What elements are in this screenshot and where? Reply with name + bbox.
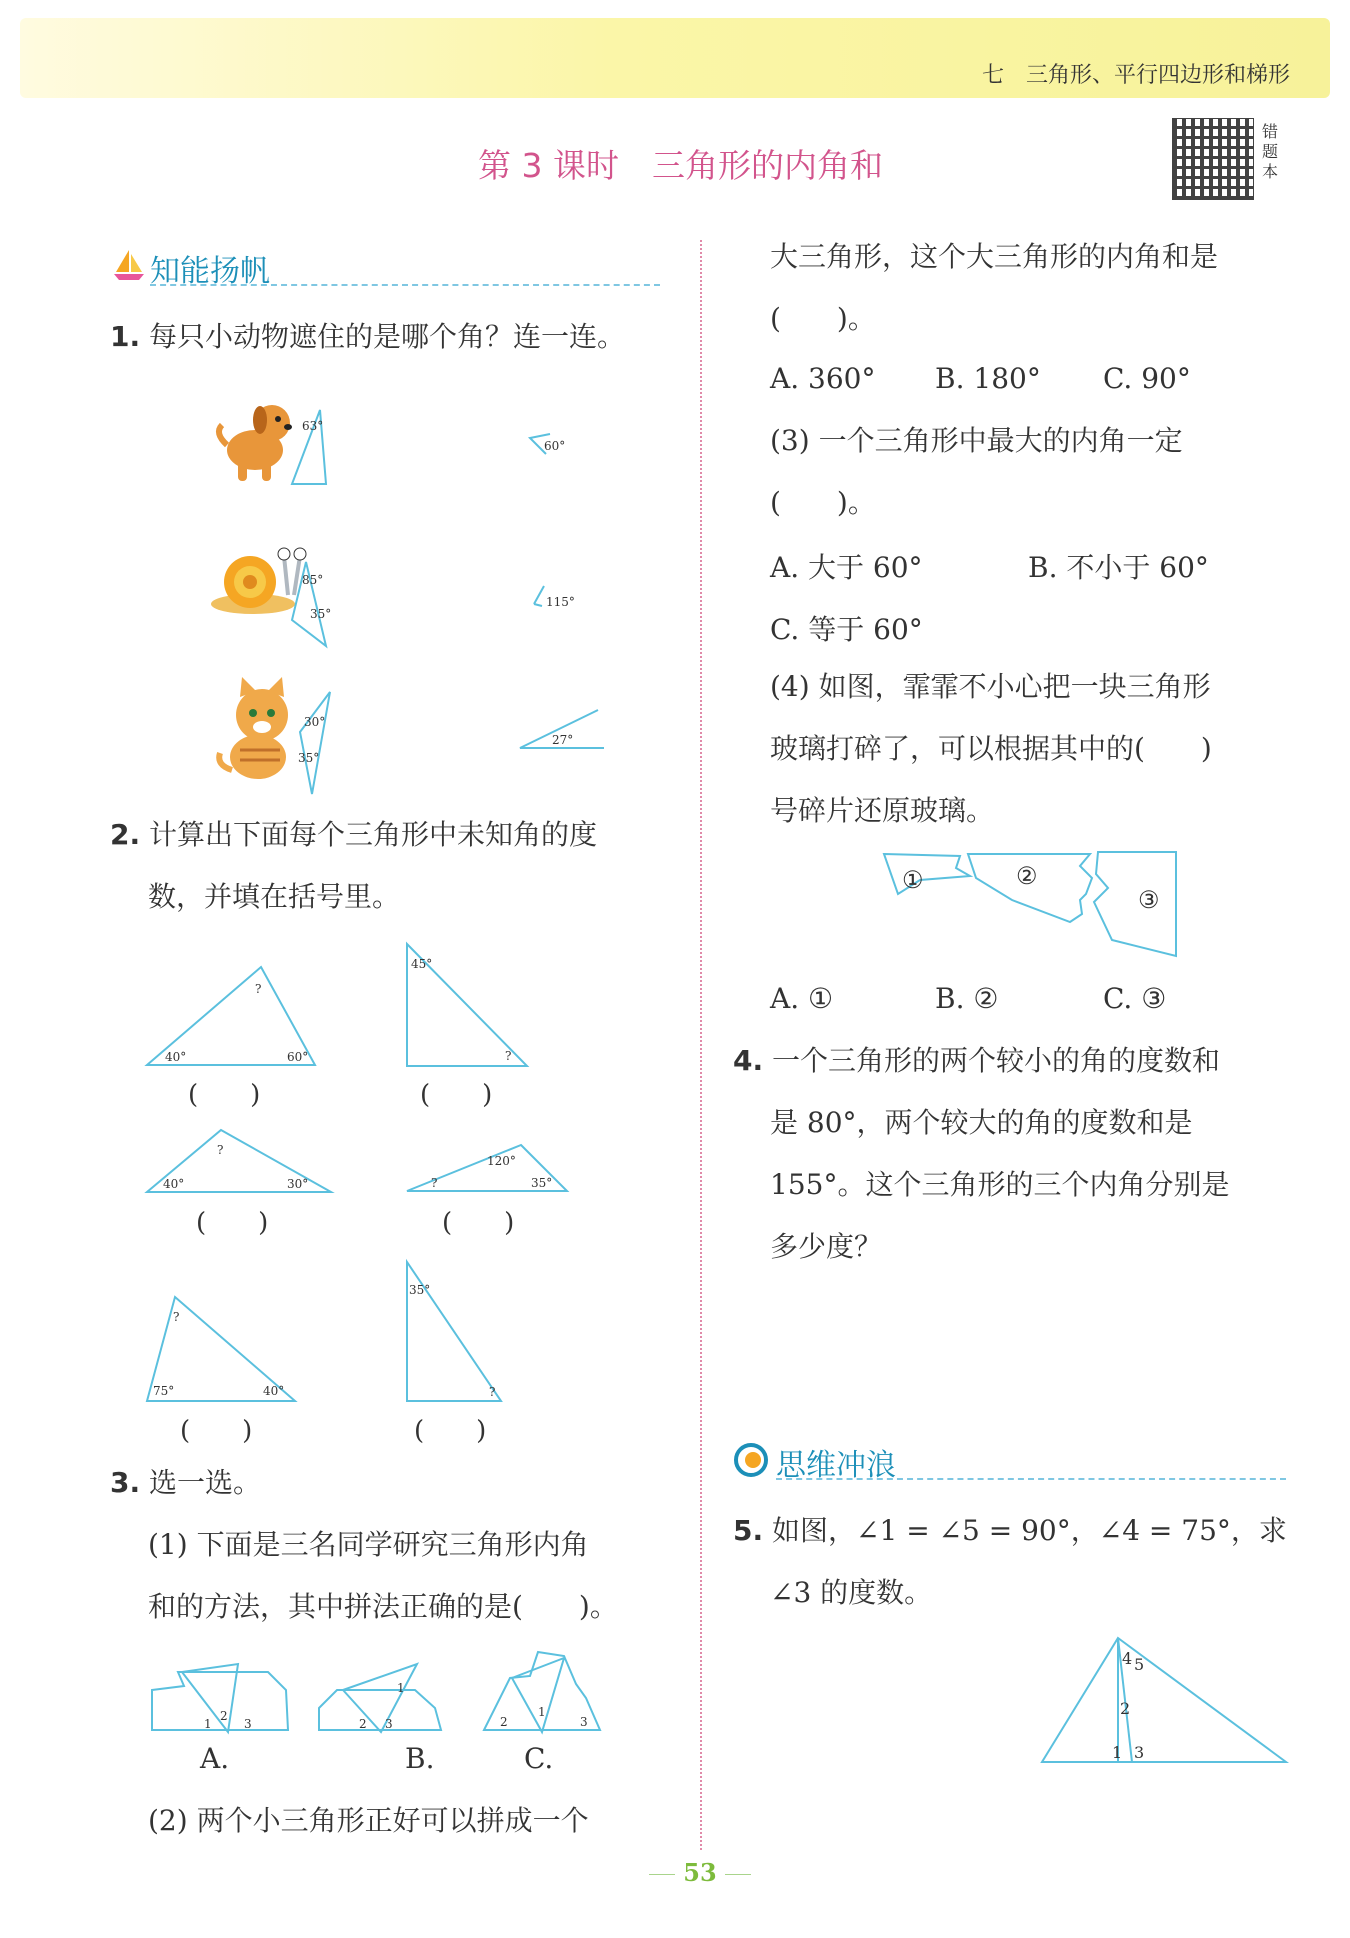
svg-text:?: ? bbox=[431, 1176, 438, 1190]
q4-line-3: 155°。这个三角形的三个内角分别是 bbox=[770, 1168, 1230, 1201]
section-line-2 bbox=[776, 1478, 1286, 1480]
piece-3-label: ③ bbox=[1138, 886, 1160, 914]
glass-pieces-figure bbox=[880, 848, 1180, 958]
section-line-1 bbox=[150, 284, 660, 286]
q3-p1-line-1: (1) 下面是三名同学研究三角形内角 bbox=[148, 1528, 589, 1561]
q1-angle-85: 85° bbox=[302, 573, 324, 587]
question-2 bbox=[110, 804, 597, 866]
q2-number: 2. bbox=[110, 818, 141, 851]
q2-triangle-6 bbox=[405, 1260, 505, 1405]
svg-text:40°: 40° bbox=[165, 1050, 187, 1064]
q5-number: 5. bbox=[733, 1514, 764, 1547]
q3-p1-option-b[interactable]: B. bbox=[405, 1742, 435, 1775]
q3-p1-option-a[interactable]: A. bbox=[200, 1742, 230, 1775]
svg-text:2: 2 bbox=[359, 1717, 367, 1731]
cat-triangle bbox=[298, 690, 338, 800]
svg-text:35°: 35° bbox=[531, 1176, 553, 1190]
q4-line-1: 一个三角形的两个较小的角的度数和 bbox=[772, 1044, 1221, 1077]
target-angle-115 bbox=[532, 582, 592, 612]
svg-text:1: 1 bbox=[1112, 1743, 1123, 1762]
svg-text:5: 5 bbox=[1134, 1655, 1145, 1674]
q2-triangle-5 bbox=[145, 1295, 300, 1405]
q3-figure-a bbox=[148, 1658, 293, 1738]
q3-p3-line-2: ( )。 bbox=[770, 486, 876, 519]
svg-text:1: 1 bbox=[204, 1717, 212, 1731]
svg-text:3: 3 bbox=[580, 1715, 588, 1729]
svg-text:1: 1 bbox=[538, 1705, 546, 1719]
q5-line-1: 如图，∠1 = ∠5 = 90°，∠4 = 75°，求 bbox=[772, 1514, 1287, 1547]
svg-text:?: ? bbox=[505, 1049, 512, 1063]
q3-p4-line-1: (4) 如图，霏霏不小心把一块三角形 bbox=[770, 670, 1211, 703]
q2-triangle-3 bbox=[145, 1128, 335, 1196]
q2-answer-6[interactable]: ( ) bbox=[414, 1416, 487, 1446]
q3-p3-option-a[interactable]: A. 大于 60° bbox=[770, 551, 923, 584]
q2-triangle-1 bbox=[145, 965, 325, 1070]
svg-text:4: 4 bbox=[1122, 1649, 1133, 1668]
q3-p2-option-c[interactable]: C. 90° bbox=[1103, 362, 1191, 395]
q3-p2-line-3: ( )。 bbox=[770, 302, 876, 335]
wave-icon bbox=[733, 1442, 769, 1478]
q3-p4-line-2: 玻璃打碎了，可以根据其中的( ) bbox=[770, 732, 1212, 765]
q3-p4-option-c[interactable]: C. ③ bbox=[1103, 982, 1167, 1015]
svg-text:3: 3 bbox=[385, 1717, 393, 1731]
q3-p1-line-2: 和的方法，其中拼法正确的是( )。 bbox=[148, 1590, 618, 1623]
q1-text: 每只小动物遮住的是哪个角？连一连。 bbox=[149, 320, 626, 353]
q3-p4-option-b[interactable]: B. ② bbox=[935, 982, 999, 1015]
q2-text-1: 计算出下面每个三角形中未知角的度 bbox=[149, 818, 598, 851]
q3-number: 3. bbox=[110, 1466, 141, 1499]
page-number bbox=[640, 1858, 760, 1887]
section-title-1: 知能扬帆 bbox=[150, 254, 270, 289]
q1-angle-63: 63° bbox=[302, 419, 324, 433]
q2-text-2: 数，并填在括号里。 bbox=[148, 880, 401, 913]
q1-angle-35a: 35° bbox=[310, 607, 332, 621]
svg-text:3: 3 bbox=[244, 1717, 252, 1731]
question-4 bbox=[733, 1030, 1220, 1092]
snail-triangle bbox=[290, 560, 340, 650]
svg-text:2: 2 bbox=[500, 1715, 508, 1729]
svg-text:27°: 27° bbox=[552, 733, 574, 747]
q2-answer-5[interactable]: ( ) bbox=[180, 1416, 253, 1446]
q1-angle-35b: 35° bbox=[298, 751, 320, 765]
q3-p2-option-b[interactable]: B. 180° bbox=[935, 362, 1041, 395]
page-number-value: 53 bbox=[683, 1858, 717, 1887]
svg-text:3: 3 bbox=[1134, 1743, 1145, 1762]
svg-text:45°: 45° bbox=[411, 957, 433, 971]
q2-triangle-2 bbox=[405, 942, 535, 1070]
question-1 bbox=[110, 306, 625, 368]
section-title-2: 思维冲浪 bbox=[776, 1448, 896, 1483]
question-5 bbox=[733, 1500, 1287, 1562]
svg-text:30°: 30° bbox=[287, 1177, 309, 1191]
svg-text:?: ? bbox=[489, 1385, 496, 1399]
q2-answer-4[interactable]: ( ) bbox=[442, 1208, 515, 1238]
q3-p3-option-c[interactable]: C. 等于 60° bbox=[770, 613, 923, 646]
q3-p3-line-1: (3) 一个三角形中最大的内角一定 bbox=[770, 424, 1183, 457]
q3-p3-option-b[interactable]: B. 不小于 60° bbox=[1028, 551, 1209, 584]
q3-p2-line-2: 大三角形，这个大三角形的内角和是 bbox=[770, 240, 1219, 273]
svg-text:?: ? bbox=[255, 982, 262, 996]
dog-triangle bbox=[290, 408, 340, 488]
sailboat-icon bbox=[112, 248, 146, 282]
q4-line-2: 是 80°，两个较大的角的度数和是 bbox=[770, 1106, 1193, 1139]
svg-text:75°: 75° bbox=[153, 1384, 175, 1398]
svg-text:2: 2 bbox=[1120, 1699, 1131, 1718]
q3-figure-b bbox=[315, 1660, 445, 1738]
q1-angle-30: 30° bbox=[304, 715, 326, 729]
svg-text:40°: 40° bbox=[263, 1384, 285, 1398]
piece-2-label: ② bbox=[1016, 862, 1038, 890]
column-divider bbox=[700, 240, 702, 1850]
q1-number: 1. bbox=[110, 320, 141, 353]
q4-line-4: 多少度？ bbox=[770, 1230, 883, 1263]
q3-p4-line-3: 号碎片还原玻璃。 bbox=[770, 794, 995, 827]
q3-p4-option-a[interactable]: A. ① bbox=[770, 982, 834, 1015]
svg-text:1: 1 bbox=[397, 1681, 405, 1695]
chapter-title: 七 三角形、平行四边形和梯形 bbox=[981, 63, 1290, 88]
q2-triangle-4 bbox=[405, 1143, 570, 1195]
question-3 bbox=[110, 1452, 261, 1514]
q3-text: 选一选。 bbox=[149, 1466, 262, 1499]
svg-text:60°: 60° bbox=[544, 439, 566, 453]
q2-answer-2[interactable]: ( ) bbox=[420, 1080, 493, 1110]
q3-p2-line-1: (2) 两个小三角形正好可以拼成一个 bbox=[148, 1804, 589, 1837]
q5-line-2: ∠3 的度数。 bbox=[770, 1576, 933, 1609]
qr-label: 错题本 bbox=[1262, 122, 1279, 181]
lesson-title: 第 3 课时 三角形的内角和 bbox=[478, 146, 883, 185]
svg-text:40°: 40° bbox=[163, 1177, 185, 1191]
svg-text:2: 2 bbox=[220, 1709, 228, 1723]
svg-text:?: ? bbox=[217, 1143, 224, 1157]
svg-text:35°: 35° bbox=[409, 1283, 431, 1297]
qr-code-icon[interactable] bbox=[1172, 118, 1254, 200]
cat-image bbox=[210, 675, 310, 790]
target-angle-27 bbox=[518, 708, 608, 752]
piece-1-label: ① bbox=[902, 866, 924, 894]
target-angle-60 bbox=[528, 430, 588, 460]
svg-text:?: ? bbox=[173, 1310, 180, 1324]
svg-text:115°: 115° bbox=[546, 595, 575, 609]
q3-p1-option-c[interactable]: C. bbox=[524, 1742, 554, 1775]
q3-figure-c bbox=[480, 1648, 605, 1738]
q3-p2-option-a[interactable]: A. 360° bbox=[770, 362, 876, 395]
q2-answer-3[interactable]: ( ) bbox=[196, 1208, 269, 1238]
q2-answer-1[interactable]: ( ) bbox=[188, 1080, 261, 1110]
svg-text:120°: 120° bbox=[487, 1154, 516, 1168]
q5-figure bbox=[1040, 1636, 1290, 1766]
q4-number: 4. bbox=[733, 1044, 764, 1077]
svg-text:60°: 60° bbox=[287, 1050, 309, 1064]
